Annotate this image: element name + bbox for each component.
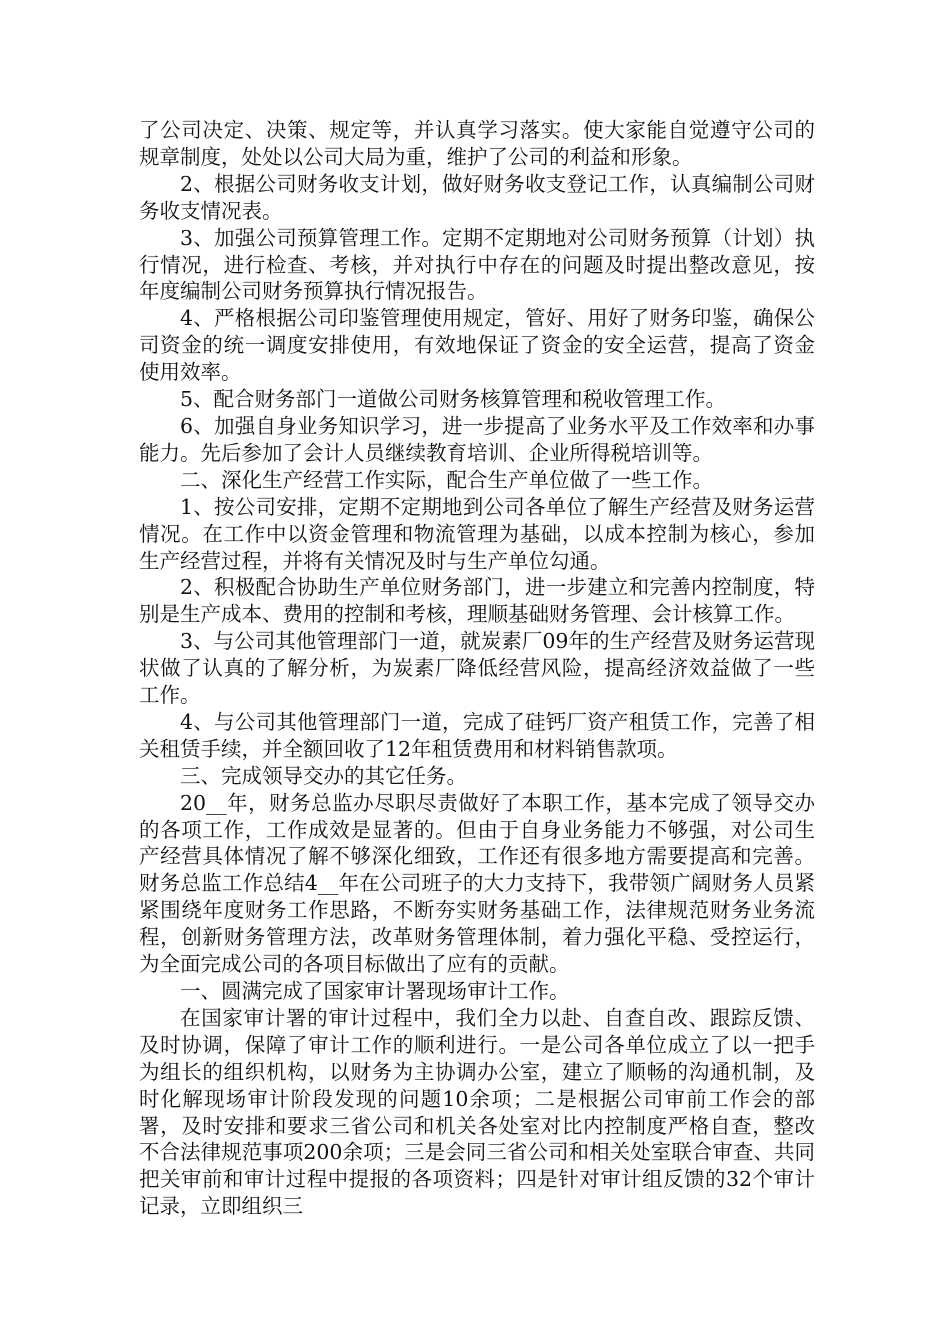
- paragraph: 2、积极配合协助生产单位财务部门，进一步建立和完善内控制度，特别是生产成本、费用的控制和考核，理顺基础财务管理、会计核算工作。: [139, 575, 815, 627]
- paragraph: 3、与公司其他管理部门一道，就炭素厂09年的生产经营及财务运营现状做了认真的了解分析，为炭素厂降低经营风险，提高经济效益做了一些工作。: [139, 629, 815, 708]
- paragraph: 4、与公司其他管理部门一道，完成了硅钙厂资产租赁工作，完善了相关租赁手续，并全额回收了12年租赁费用和材料销售款项。: [139, 709, 815, 761]
- paragraph: 20__年，财务总监办尽职尽责做好了本职工作，基本完成了领导交办的各项工作，工作成效是显著的。但由于自身业务能力不够强，对公司生产经营具体情况了解不够深化细致，工作还有很多地方需要提高和完善。财务总监工作总结4__年在公司班子的大力支持下，我带领广阔财务人员紧紧围绕年度财务工作思路，不断夯实财务基础工作，法律规范财务业务流程，创新财务管理方法，改革财务管理体制，着力强化平稳、受控运行，为全面完成公司的各项目标做出了应有的贡献。: [139, 790, 815, 977]
- paragraph: 1、按公司安排，定期不定期地到公司各单位了解生产经营及财务运营情况。在工作中以资金管理和物流管理为基础，以成本控制为核心，参加生产经营过程，并将有关情况及时与生产单位勾通。: [139, 494, 815, 573]
- paragraph: 在国家审计署的审计过程中，我们全力以赴、自查自改、跟踪反馈、及时协调，保障了审计工作的顺利进行。一是公司各单位成立了以一把手为组长的组织机构，以财务为主协调办公室，建立了顺畅的沟通机制，及时化解现场审计阶段发现的问题10余项；二是根据公司审前工作会的部署，及时安排和要求三省公司和机关各处室对比内控制度严格自查，整改不合法律规范事项200余项；三是会同三省公司和相关处室联合审查、共同把关审前和审计过程中提报的各项资料；四是针对审计组反馈的32个审计记录，立即组织三: [139, 1005, 815, 1219]
- paragraph: 了公司决定、决策、规定等，并认真学习落实。使大家能自觉遵守公司的规章制度，处处以公司大局为重，维护了公司的利益和形象。: [139, 118, 815, 169]
- paragraph: 3、加强公司预算管理工作。定期不定期地对公司财务预算（计划）执行情况，进行检查、考核，并对执行中存在的问题及时提出整改意见，按年度编制公司财务预算执行情况报告。: [139, 225, 815, 304]
- paragraph: 2、根据公司财务收支计划，做好财务收支登记工作，认真编制公司财务收支情况表。: [139, 171, 815, 223]
- section-heading: 一、圆满完成了国家审计署现场审计工作。: [180, 979, 570, 1003]
- paragraph: 4、严格根据公司印鉴管理使用规定，管好、用好了财务印鉴，确保公司资金的统一调度安排使用，有效地保证了资金的安全运营，提高了资金使用效率。: [139, 306, 815, 385]
- document-body: [139, 117, 815, 1220]
- paragraph: 6、加强自身业务知识学习，进一步提高了业务水平及工作效率和办事能力。先后参加了会计人员继续教育培训、企业所得税培训等。: [139, 413, 815, 465]
- paragraph: 5、配合财务部门一道做公司财务核算管理和税收管理工作。: [180, 387, 727, 412]
- section-heading: 三、完成领导交办的其它任务。: [180, 763, 467, 788]
- section-heading: 二、深化生产经营工作实际，配合生产单位做了一些工作。: [180, 467, 713, 492]
